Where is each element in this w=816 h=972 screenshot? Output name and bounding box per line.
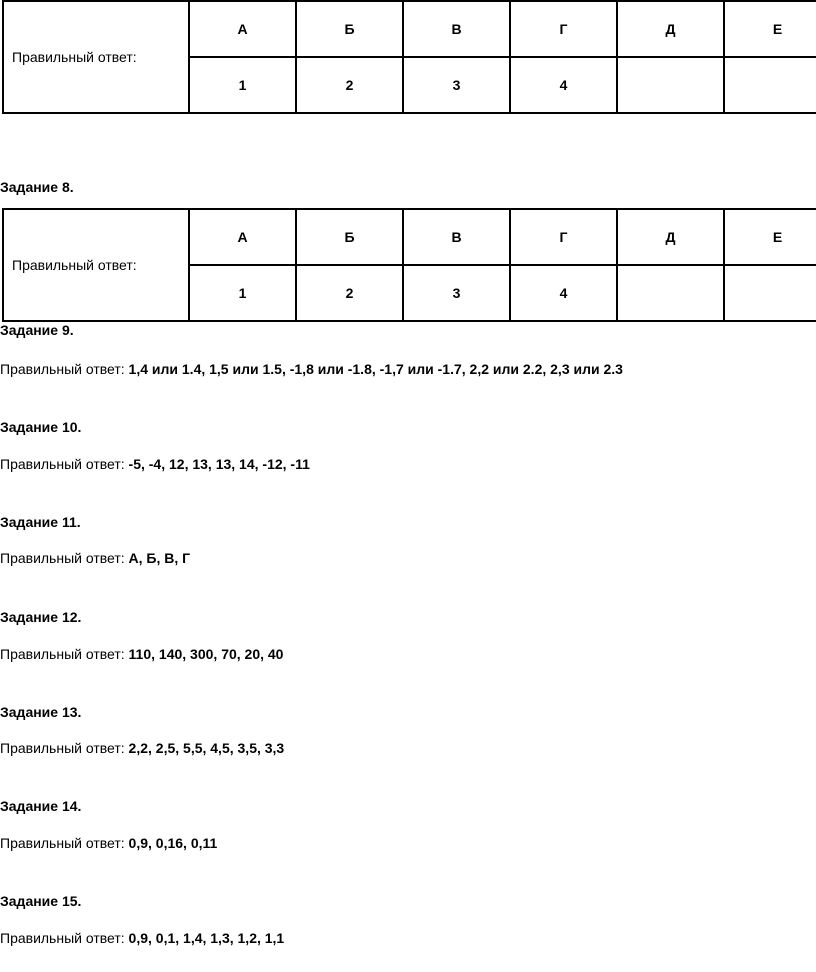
task-answer xyxy=(0,456,310,472)
task-answer xyxy=(0,646,283,662)
task-heading: Задание 9. xyxy=(0,322,74,338)
task-answer xyxy=(0,835,217,851)
number-cell xyxy=(617,57,724,113)
number-cell xyxy=(724,265,816,321)
task-heading: Задание 10. xyxy=(0,419,82,435)
number-cell: 2 xyxy=(296,265,403,321)
table-row xyxy=(3,1,816,57)
answer-value: -5, -4, 12, 13, 13, 14, -12, -11 xyxy=(128,456,310,472)
table-label: Правильный ответ: xyxy=(3,1,189,113)
task-answer xyxy=(0,740,284,756)
number-cell: 4 xyxy=(510,265,617,321)
task-heading: Задание 11. xyxy=(0,514,81,530)
number-cell: 3 xyxy=(403,265,510,321)
number-cell: 1 xyxy=(189,57,296,113)
answer-label: Правильный ответ: xyxy=(0,740,129,756)
letter-cell: А xyxy=(189,1,296,57)
task-heading: Задание 8. xyxy=(0,179,74,195)
number-cell xyxy=(617,265,724,321)
number-cell: 1 xyxy=(189,265,296,321)
task-heading: Задание 12. xyxy=(0,609,82,625)
letter-cell: Е xyxy=(724,1,816,57)
table-label: Правильный ответ: xyxy=(3,209,189,321)
answer-label: Правильный ответ: xyxy=(0,456,129,472)
task-heading: Задание 14. xyxy=(0,798,82,814)
letter-cell: В xyxy=(403,1,510,57)
letter-cell: Е xyxy=(724,209,816,265)
answer-value: 0,9, 0,1, 1,4, 1,3, 1,2, 1,1 xyxy=(128,930,285,946)
letter-cell: Б xyxy=(296,209,403,265)
letter-cell: А xyxy=(189,209,296,265)
letter-cell: Г xyxy=(510,1,617,57)
answer-value: 1,4 или 1.4, 1,5 или 1.5, -1,8 или -1.8, -1,7 или -1.7, 2,2 или 2.2, 2,3 или 2.3 xyxy=(128,361,623,377)
answer-table xyxy=(2,208,816,322)
letter-cell: В xyxy=(403,209,510,265)
number-cell: 2 xyxy=(296,57,403,113)
task-answer xyxy=(0,361,623,377)
answer-label: Правильный ответ: xyxy=(0,550,129,566)
task-answer xyxy=(0,550,190,566)
answer-table xyxy=(2,0,816,114)
answer-value: 0,9, 0,16, 0,11 xyxy=(128,835,218,851)
letter-cell: Д xyxy=(617,1,724,57)
letter-cell: Б xyxy=(296,1,403,57)
answer-label: Правильный ответ: xyxy=(0,835,129,851)
task-heading: Задание 13. xyxy=(0,704,82,720)
answer-value: А, Б, В, Г xyxy=(128,550,191,566)
answer-label: Правильный ответ: xyxy=(0,361,129,377)
task-heading: Задание 15. xyxy=(0,893,82,909)
table-row xyxy=(3,209,816,265)
number-cell: 4 xyxy=(510,57,617,113)
letter-cell: Г xyxy=(510,209,617,265)
answer-value: 110, 140, 300, 70, 20, 40 xyxy=(128,646,284,662)
number-cell: 3 xyxy=(403,57,510,113)
answer-label: Правильный ответ: xyxy=(0,930,129,946)
number-cell xyxy=(724,57,816,113)
task-answer xyxy=(0,930,284,946)
answer-label: Правильный ответ: xyxy=(0,646,129,662)
letter-cell: Д xyxy=(617,209,724,265)
answer-value: 2,2, 2,5, 5,5, 4,5, 3,5, 3,3 xyxy=(128,740,285,756)
